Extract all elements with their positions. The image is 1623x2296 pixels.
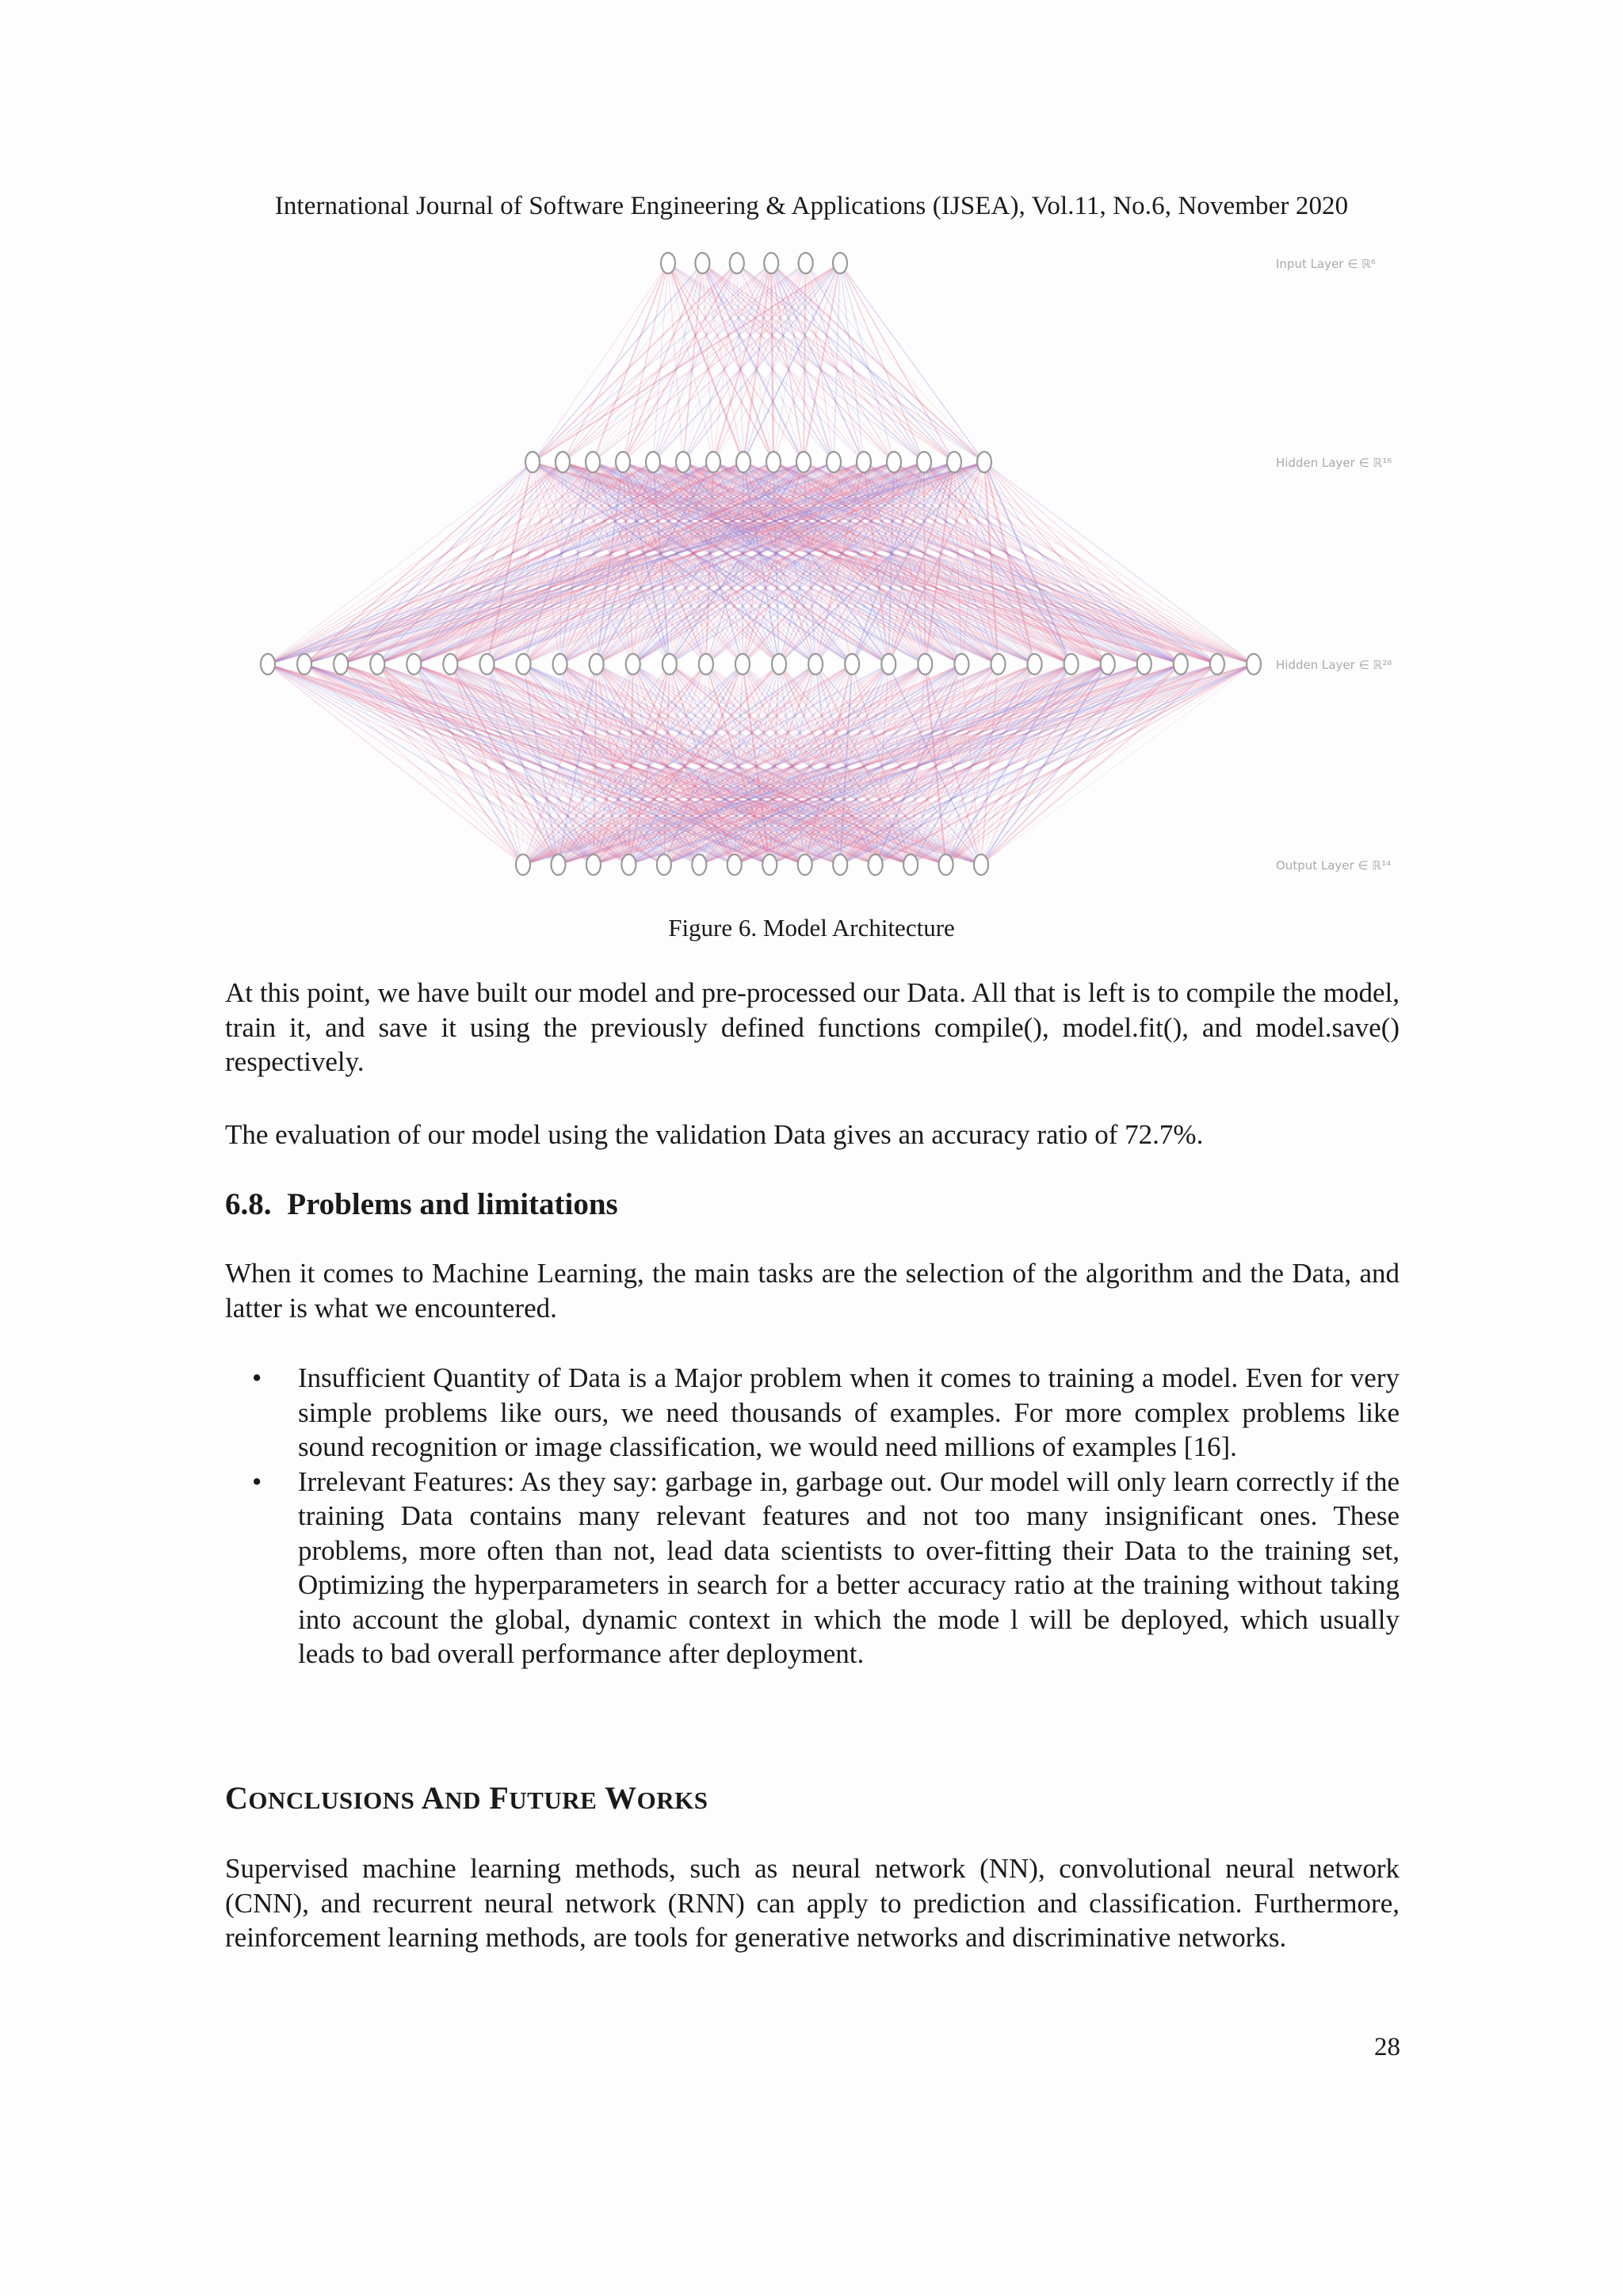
list-item bbox=[252, 1465, 1400, 1671]
neuron-node bbox=[1028, 654, 1042, 674]
layer-label: Input Layer ∈ ℝ⁶ bbox=[1276, 257, 1376, 271]
neuron-node bbox=[443, 654, 457, 674]
connection-lines bbox=[268, 263, 1254, 865]
neuron-node bbox=[261, 654, 275, 674]
neuron-node bbox=[764, 253, 778, 273]
neuron-node bbox=[1064, 654, 1079, 674]
neuron-node bbox=[727, 854, 742, 875]
neuron-node bbox=[661, 253, 675, 273]
section-number: 6.8. bbox=[225, 1187, 272, 1221]
neuron-node bbox=[917, 452, 931, 472]
neuron-node bbox=[991, 654, 1005, 674]
neuron-node bbox=[297, 654, 311, 674]
neuron-node bbox=[516, 854, 530, 875]
conclusions-heading: CONCLUSIONS AND FUTURE WORKS bbox=[225, 1780, 708, 1816]
neuron-node bbox=[525, 452, 540, 472]
neuron-node bbox=[626, 654, 640, 674]
connection-line bbox=[487, 664, 558, 865]
figure-caption: Figure 6. Model Architecture bbox=[668, 914, 955, 942]
connection-line bbox=[533, 263, 702, 462]
connection-line bbox=[737, 263, 894, 462]
neuron-node bbox=[586, 854, 601, 875]
section-title: Problems and limitations bbox=[287, 1187, 618, 1221]
neuron-node bbox=[939, 854, 953, 875]
neuron-node bbox=[845, 654, 859, 674]
connection-line bbox=[840, 263, 954, 462]
neuron-node bbox=[1101, 654, 1115, 674]
neuron-node bbox=[663, 654, 677, 674]
layer-nodes bbox=[661, 253, 847, 273]
neuron-node bbox=[857, 452, 871, 472]
paragraph-conclusions: Supervised machine learning methods, such as neural network (NN), convolutional neural network (CNN), and recurrent neural network (RNN) can apply to prediction and classification. Furthermore, reinforcement learning methods, are tools for generative networks and discriminative networks. bbox=[225, 1853, 1400, 1953]
neuron-node bbox=[918, 654, 932, 674]
paragraph-ml-tasks: When it comes to Machine Learning, the main tasks are the selection of the algorithm and the Data, and latter is what we encountered. bbox=[225, 1258, 1400, 1324]
neuron-node bbox=[887, 452, 901, 472]
neuron-node bbox=[736, 452, 750, 472]
neuron-node bbox=[799, 253, 813, 273]
neuron-node bbox=[947, 452, 961, 472]
section-heading bbox=[225, 1186, 618, 1222]
neuron-node bbox=[1174, 654, 1188, 674]
neuron-node bbox=[616, 452, 630, 472]
neuron-node bbox=[735, 654, 750, 674]
neuron-node bbox=[833, 854, 847, 875]
paragraph-evaluation: The evaluation of our model using the validation Data gives an accuracy ratio of 72.7%. bbox=[225, 1119, 1204, 1150]
neuron-node bbox=[334, 654, 348, 674]
neuron-node bbox=[586, 452, 600, 472]
neuron-node bbox=[808, 654, 823, 674]
layer-label: Hidden Layer ∈ ℝ¹⁶ bbox=[1276, 456, 1392, 470]
neuron-node bbox=[553, 654, 567, 674]
bullet-marker: • bbox=[252, 1362, 262, 1393]
layer-nodes bbox=[261, 654, 1261, 674]
neuron-node bbox=[692, 854, 706, 875]
neuron-node bbox=[590, 654, 604, 674]
neuron-node bbox=[974, 854, 988, 875]
bullet-marker: • bbox=[252, 1465, 262, 1497]
neuron-node bbox=[556, 452, 570, 472]
neuron-node bbox=[833, 253, 847, 273]
bullet-text-irrelevant-features: Irrelevant Features: As they say: garbage in, garbage out. Our model will only learn correctly if the training Data contains many relevant features and not too many insignificant ones. These problems, more often than not, lead data scientists to over-fitting their Data to the training set, Optimizing the hyperparameters in search for a better accuracy ratio at the training without taking into account the global, dynamic context in which the mode l will be deployed, which usually leads to bad overall performance after deployment. bbox=[298, 1465, 1400, 1669]
neuron-node bbox=[796, 452, 811, 472]
neuron-node bbox=[1210, 654, 1224, 674]
neuron-node bbox=[676, 452, 690, 472]
neuron-node bbox=[798, 854, 812, 875]
neuron-node bbox=[407, 654, 421, 674]
neuron-node bbox=[479, 654, 494, 674]
connection-line bbox=[523, 664, 524, 865]
running-header: International Journal of Software Engineering & Applications (IJSEA), Vol.11, No.6, November 2020 bbox=[274, 192, 1349, 220]
neuron-node bbox=[827, 452, 841, 472]
neuron-node bbox=[762, 854, 777, 875]
neuron-node bbox=[517, 654, 531, 674]
neuron-node bbox=[1247, 654, 1261, 674]
page-number: 28 bbox=[1374, 2033, 1400, 2061]
neuron-node bbox=[772, 654, 786, 674]
connection-line bbox=[533, 263, 806, 462]
neuron-node bbox=[730, 253, 744, 273]
neuron-node bbox=[370, 654, 384, 674]
neuron-node bbox=[706, 452, 720, 472]
neuron-node bbox=[977, 452, 991, 472]
layer-label: Output Layer ∈ ℝ¹⁴ bbox=[1276, 858, 1392, 873]
neuron-node bbox=[766, 452, 781, 472]
neuron-node bbox=[551, 854, 565, 875]
layer-label: Hidden Layer ∈ ℝ²⁸ bbox=[1276, 658, 1392, 672]
neuron-node bbox=[657, 854, 671, 875]
neuron-node bbox=[954, 654, 968, 674]
neuron-node bbox=[869, 854, 883, 875]
neuron-node bbox=[646, 452, 660, 472]
model-architecture-figure bbox=[254, 238, 1411, 904]
neuron-node bbox=[903, 854, 918, 875]
neuron-node bbox=[695, 253, 709, 273]
paragraph-compile-train: At this point, we have built our model and pre-processed our Data. All that is left is to compile the model, train it, and save it using the previously defined functions compile(), model.fit(), and model.save() respectively. bbox=[225, 977, 1400, 1077]
list-item bbox=[252, 1361, 1400, 1465]
bullet-text-insufficient-data: Insufficient Quantity of Data is a Major problem when it comes to training a model. Even for very simple problems like ours, we need thousands of examples. For more complex problems like sound recognition or image classification, we would need millions of examples [16]. bbox=[298, 1362, 1400, 1462]
bullet-list bbox=[252, 1361, 1400, 1671]
neuron-node bbox=[1137, 654, 1151, 674]
neuron-node bbox=[881, 654, 896, 674]
neuron-node bbox=[621, 854, 636, 875]
neuron-node bbox=[699, 654, 713, 674]
